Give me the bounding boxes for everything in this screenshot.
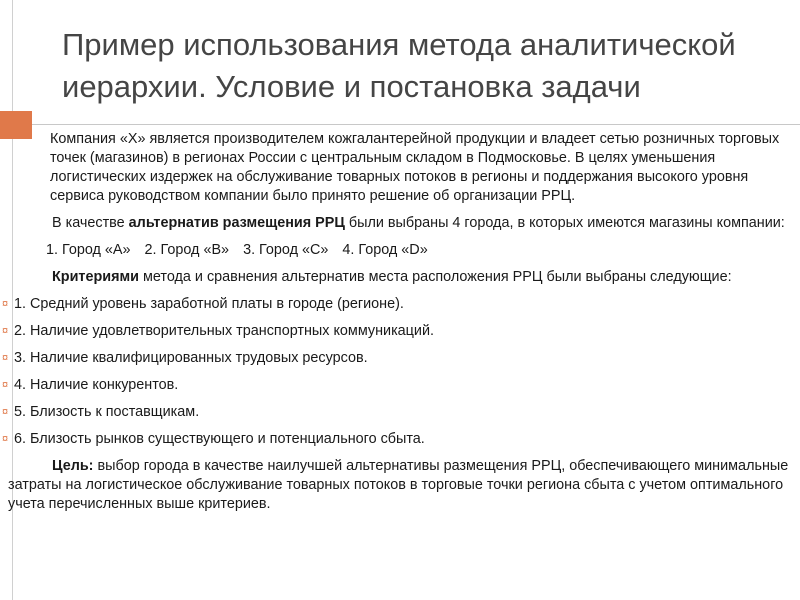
bullet-icon: ¤	[2, 325, 9, 337]
criteria-intro	[8, 268, 792, 287]
criterion-text: 2. Наличие удовлетворительных транспортных коммуникаций.	[14, 323, 434, 339]
bullet-icon: ¤	[2, 298, 9, 310]
bullet-icon: ¤	[2, 406, 9, 418]
criterion-item	[2, 322, 792, 341]
slide-title: Пример использования метода аналитической иерархии. Условие и постановка задачи	[62, 27, 736, 104]
alternatives-paragraph	[8, 214, 792, 233]
goal-bold: Цель:	[52, 458, 94, 474]
criterion-text: 6. Близость рынков существующего и потенциального сбыта.	[14, 431, 425, 447]
criteria-intro-suffix: метода и сравнения альтернатив места расположения РРЦ были выбраны следующие:	[139, 269, 732, 285]
criterion-item	[2, 376, 792, 395]
goal-paragraph	[8, 457, 792, 514]
criterion-item	[2, 430, 792, 449]
criterion-text: 1. Средний уровень заработной платы в городе (регионе).	[14, 296, 404, 312]
city-item: 3. Город «С»	[243, 242, 329, 258]
title-divider	[32, 124, 800, 125]
criteria-bold: Критериями	[52, 269, 139, 285]
criterion-item	[2, 295, 792, 314]
criterion-item	[2, 349, 792, 368]
bullet-icon: ¤	[2, 433, 9, 445]
criterion-text: 4. Наличие конкурентов.	[14, 377, 179, 393]
alternatives-suffix: были выбраны 4 города, в которых имеются магазины компании:	[344, 215, 785, 231]
intro-paragraph: Компания «Х» является производителем кожгалантерейной продукции и владеет сетью розничных торговых точек (магазинов) в регионах России с центральным складом в Подмосковье. В целях уменьшения логистических издержек на обслуживание товарных потоков в регионы и поддержания высокого уровня сервиса руководством компании было принято решение об организации РРЦ.	[50, 131, 780, 204]
slide-body	[2, 130, 792, 522]
criterion-text: 5. Близость к поставщикам.	[14, 404, 200, 420]
city-list	[8, 241, 792, 260]
criterion-item	[2, 403, 792, 422]
bullet-icon: ¤	[2, 352, 9, 364]
bullet-icon: ¤	[2, 379, 9, 391]
city-item: 4. Город «D»	[342, 242, 428, 258]
goal-text: выбор города в качестве наилучшей альтернативы размещения РРЦ, обеспечивающего минимальные затраты на логистическое обслуживание товарных потоков в торговые точки региона сбыта с учетом оптимального учета перечисленных выше критериев.	[8, 458, 789, 512]
criterion-text: 3. Наличие квалифицированных трудовых ресурсов.	[14, 350, 368, 366]
alternatives-prefix: В качестве	[52, 215, 129, 231]
alternatives-bold: альтернатив размещения РРЦ	[128, 215, 345, 231]
city-item: 2. Город «В»	[144, 242, 230, 258]
city-item: 1. Город «А»	[46, 242, 131, 258]
